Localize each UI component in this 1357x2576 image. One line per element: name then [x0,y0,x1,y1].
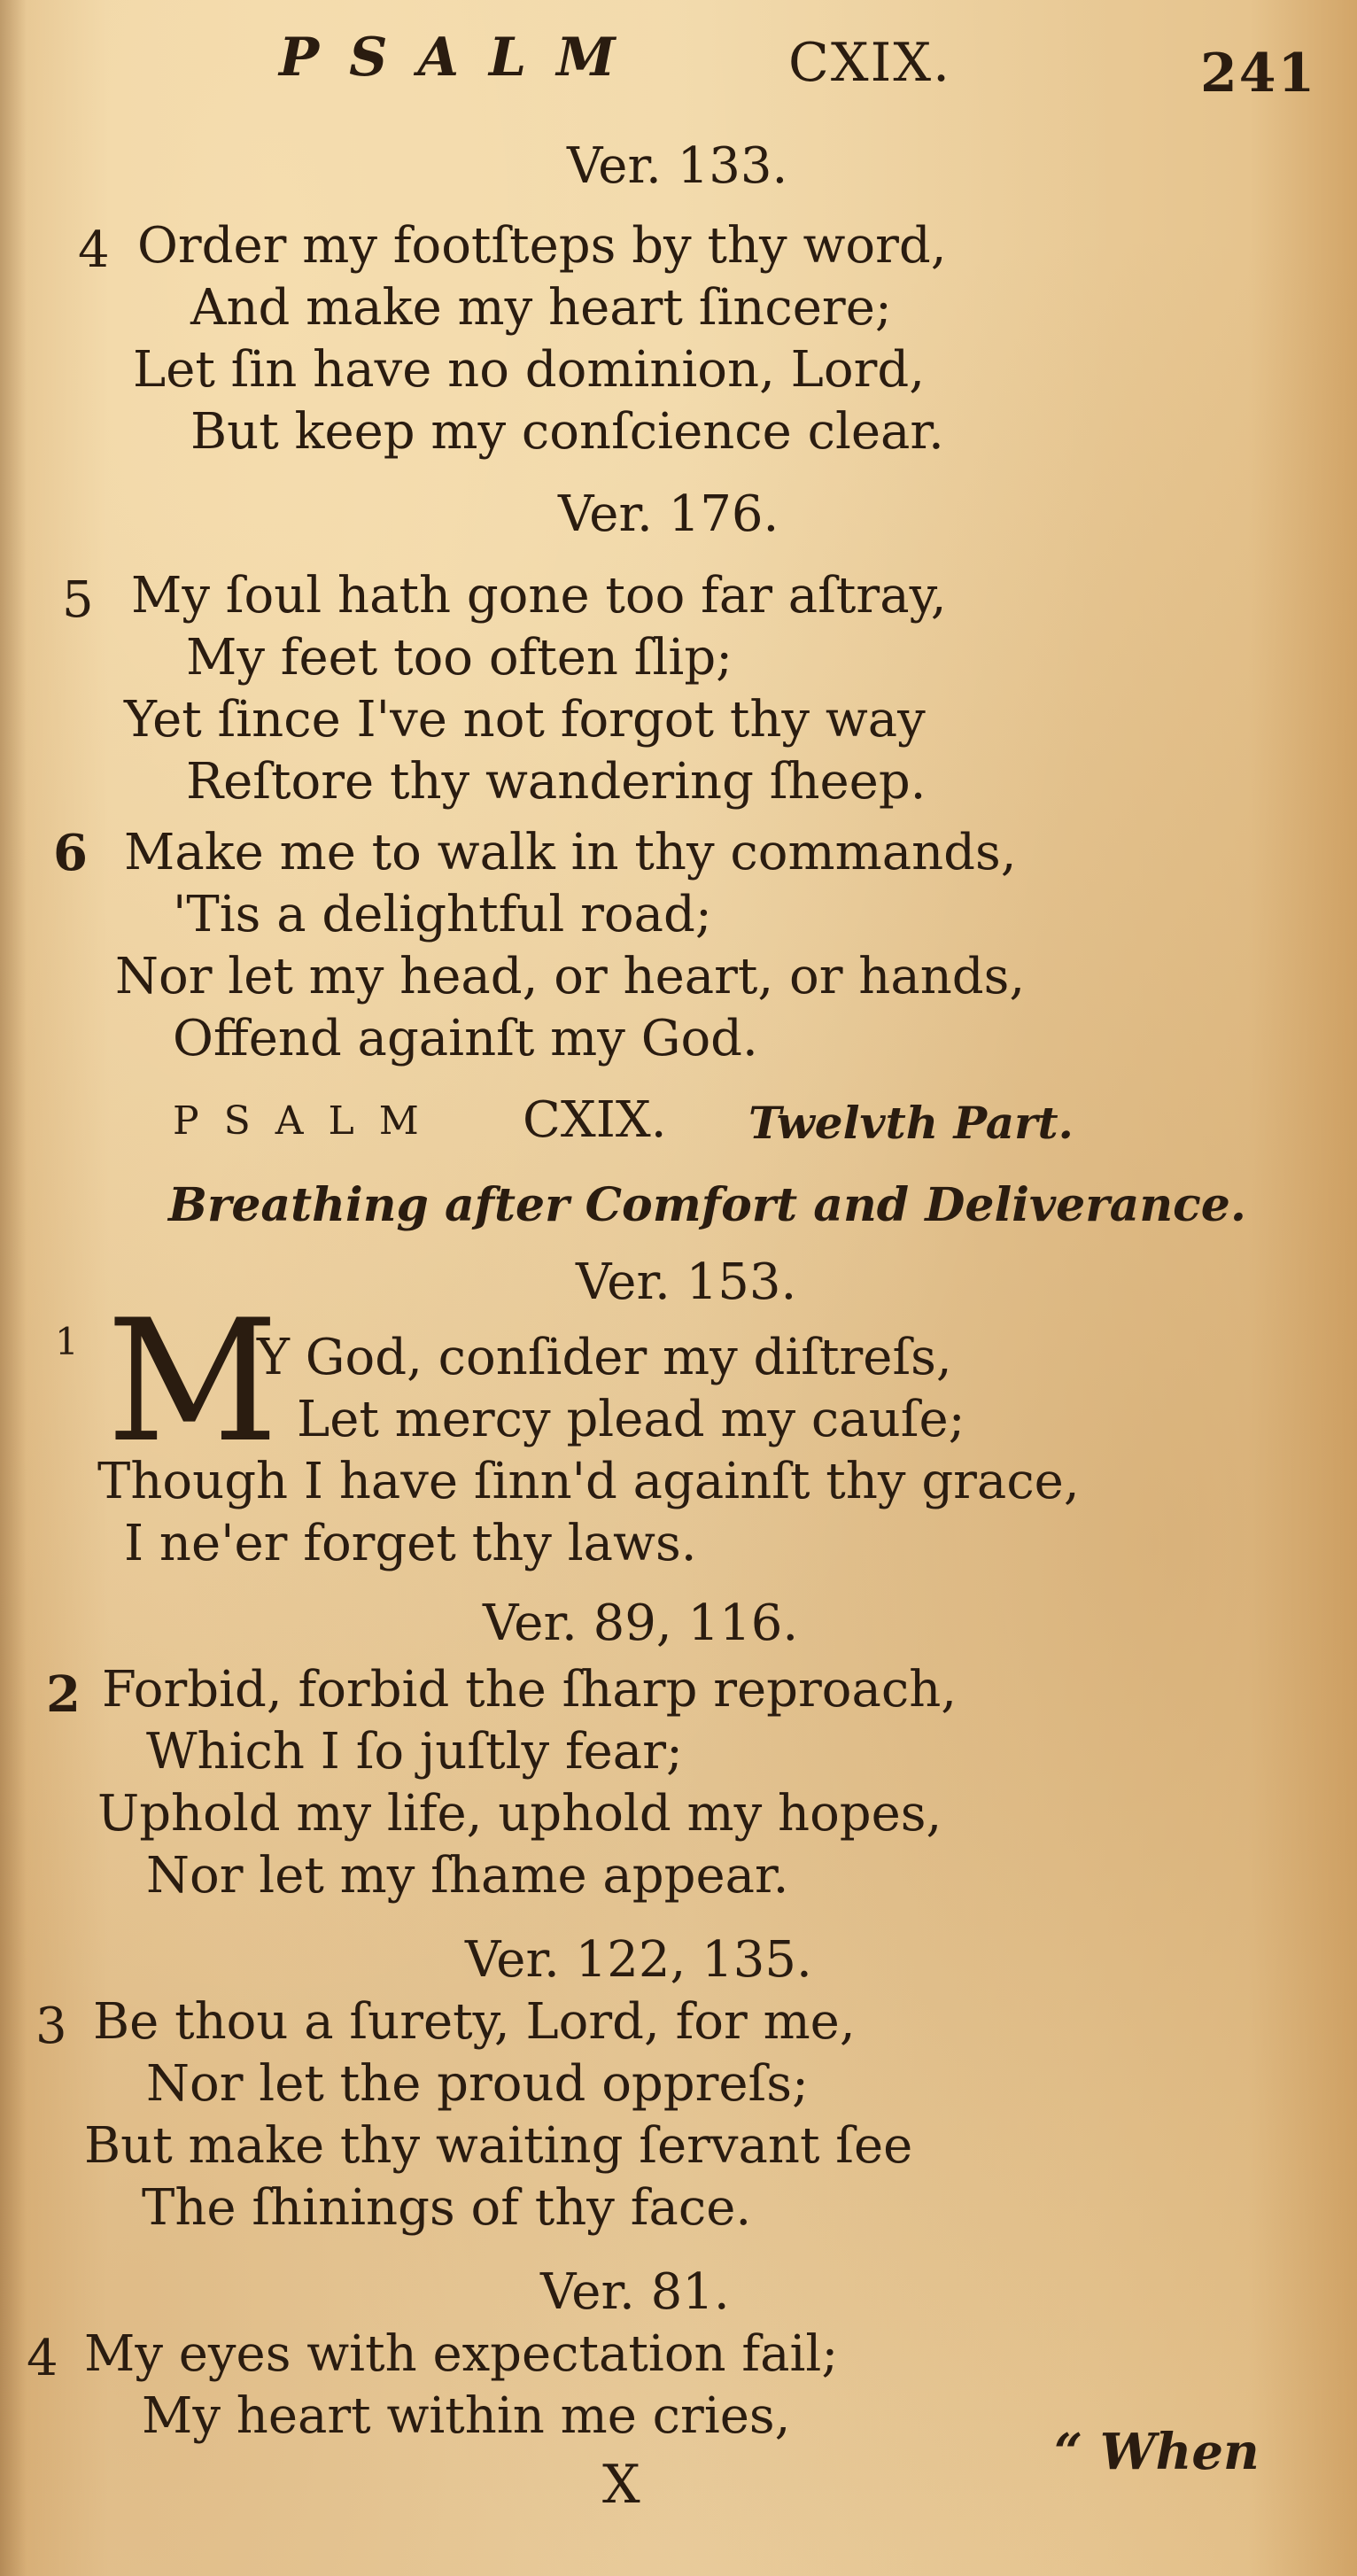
hymn-line: And make my heart ſincere; [190,279,892,337]
signature-mark: X [602,2454,642,2516]
page-edge-shadow [0,0,27,2576]
hymn-line: But make thy waiting ſervant ſee [84,2117,913,2175]
hymn-line: Forbid, forbid the ſharp reproach, [102,1661,958,1719]
hymn-line: My heart within me cries, [142,2387,791,2445]
stanza-number: 2 [46,1665,81,1724]
hymn-line: Though I have ſinn'd againſt thy grace, [97,1453,1080,1510]
part-title-name: Twelvth Part. [748,1097,1074,1149]
hymn-line: I ne'er forget thy laws. [124,1515,697,1572]
hymn-line: Yet ſince I've not forgot thy way [124,691,926,749]
section-subtitle: Breathing after Comfort and Deliverance. [168,1178,1246,1232]
hymn-line: My ſoul hath gone too far aſtray, [131,567,947,625]
hymn-line: Let ſin have no dominion, Lord, [133,341,926,399]
hymn-line: Uphold my life, uphold my hopes, [97,1785,942,1843]
stanza-number: 1 [55,1320,79,1363]
verse-reference: Ver. 89, 116. [483,1594,799,1652]
verse-reference: Ver. 133. [567,137,788,195]
stanza-number: 5 [62,571,94,629]
verse-reference: Ver. 153. [576,1253,797,1311]
hymn-line: Let mercy plead my cauſe; [297,1391,965,1448]
hymn-line: Be thou a ſurety, Lord, for me, [93,1993,856,2051]
hymn-line: 'Tis a delightful road; [173,886,712,943]
drop-cap: M [106,1284,279,1479]
hymn-line: Which I ſo juſtly fear; [146,1723,683,1781]
hymn-line: Offend againſt my God. [173,1010,758,1067]
stanza-number: 6 [53,824,88,882]
hymn-line: Nor let my head, or heart, or hands, [115,948,1026,1005]
page-number: 241 [1200,43,1317,105]
verse-reference: Ver. 81. [540,2263,730,2321]
part-title-psalm: PSALM [173,1098,444,1144]
running-title: PSALM [279,27,646,89]
hymn-line: The ſhinings of thy face. [142,2179,752,2237]
hymn-line: Order my footſteps by thy word, [137,217,947,275]
hymn-line: Y God, conſider my diſtreſs, [257,1329,952,1386]
hymn-line: Nor let my ſhame appear. [146,1847,789,1905]
running-psalm-number: CXIX. [788,32,952,94]
hymn-line: Make me to walk in thy commands, [124,824,1017,881]
hymn-line: My feet too often ſlip; [186,629,733,687]
stanza-number: 3 [35,1998,67,2055]
hymn-line: Reſtore thy wandering ſheep. [186,753,927,811]
verse-reference: Ver. 122, 135. [465,1931,812,1989]
stanza-number: 4 [27,2330,58,2387]
hymn-line: But keep my conſcience clear. [190,403,944,461]
part-title-number: CXIX. [523,1091,667,1149]
hymn-line: Nor let the proud oppreſs; [146,2055,809,2113]
hymn-line: My eyes with expectation fail; [84,2325,839,2383]
catchword: “ When [1054,2423,1260,2481]
verse-reference: Ver. 176. [558,485,779,543]
stanza-number: 4 [78,221,110,279]
